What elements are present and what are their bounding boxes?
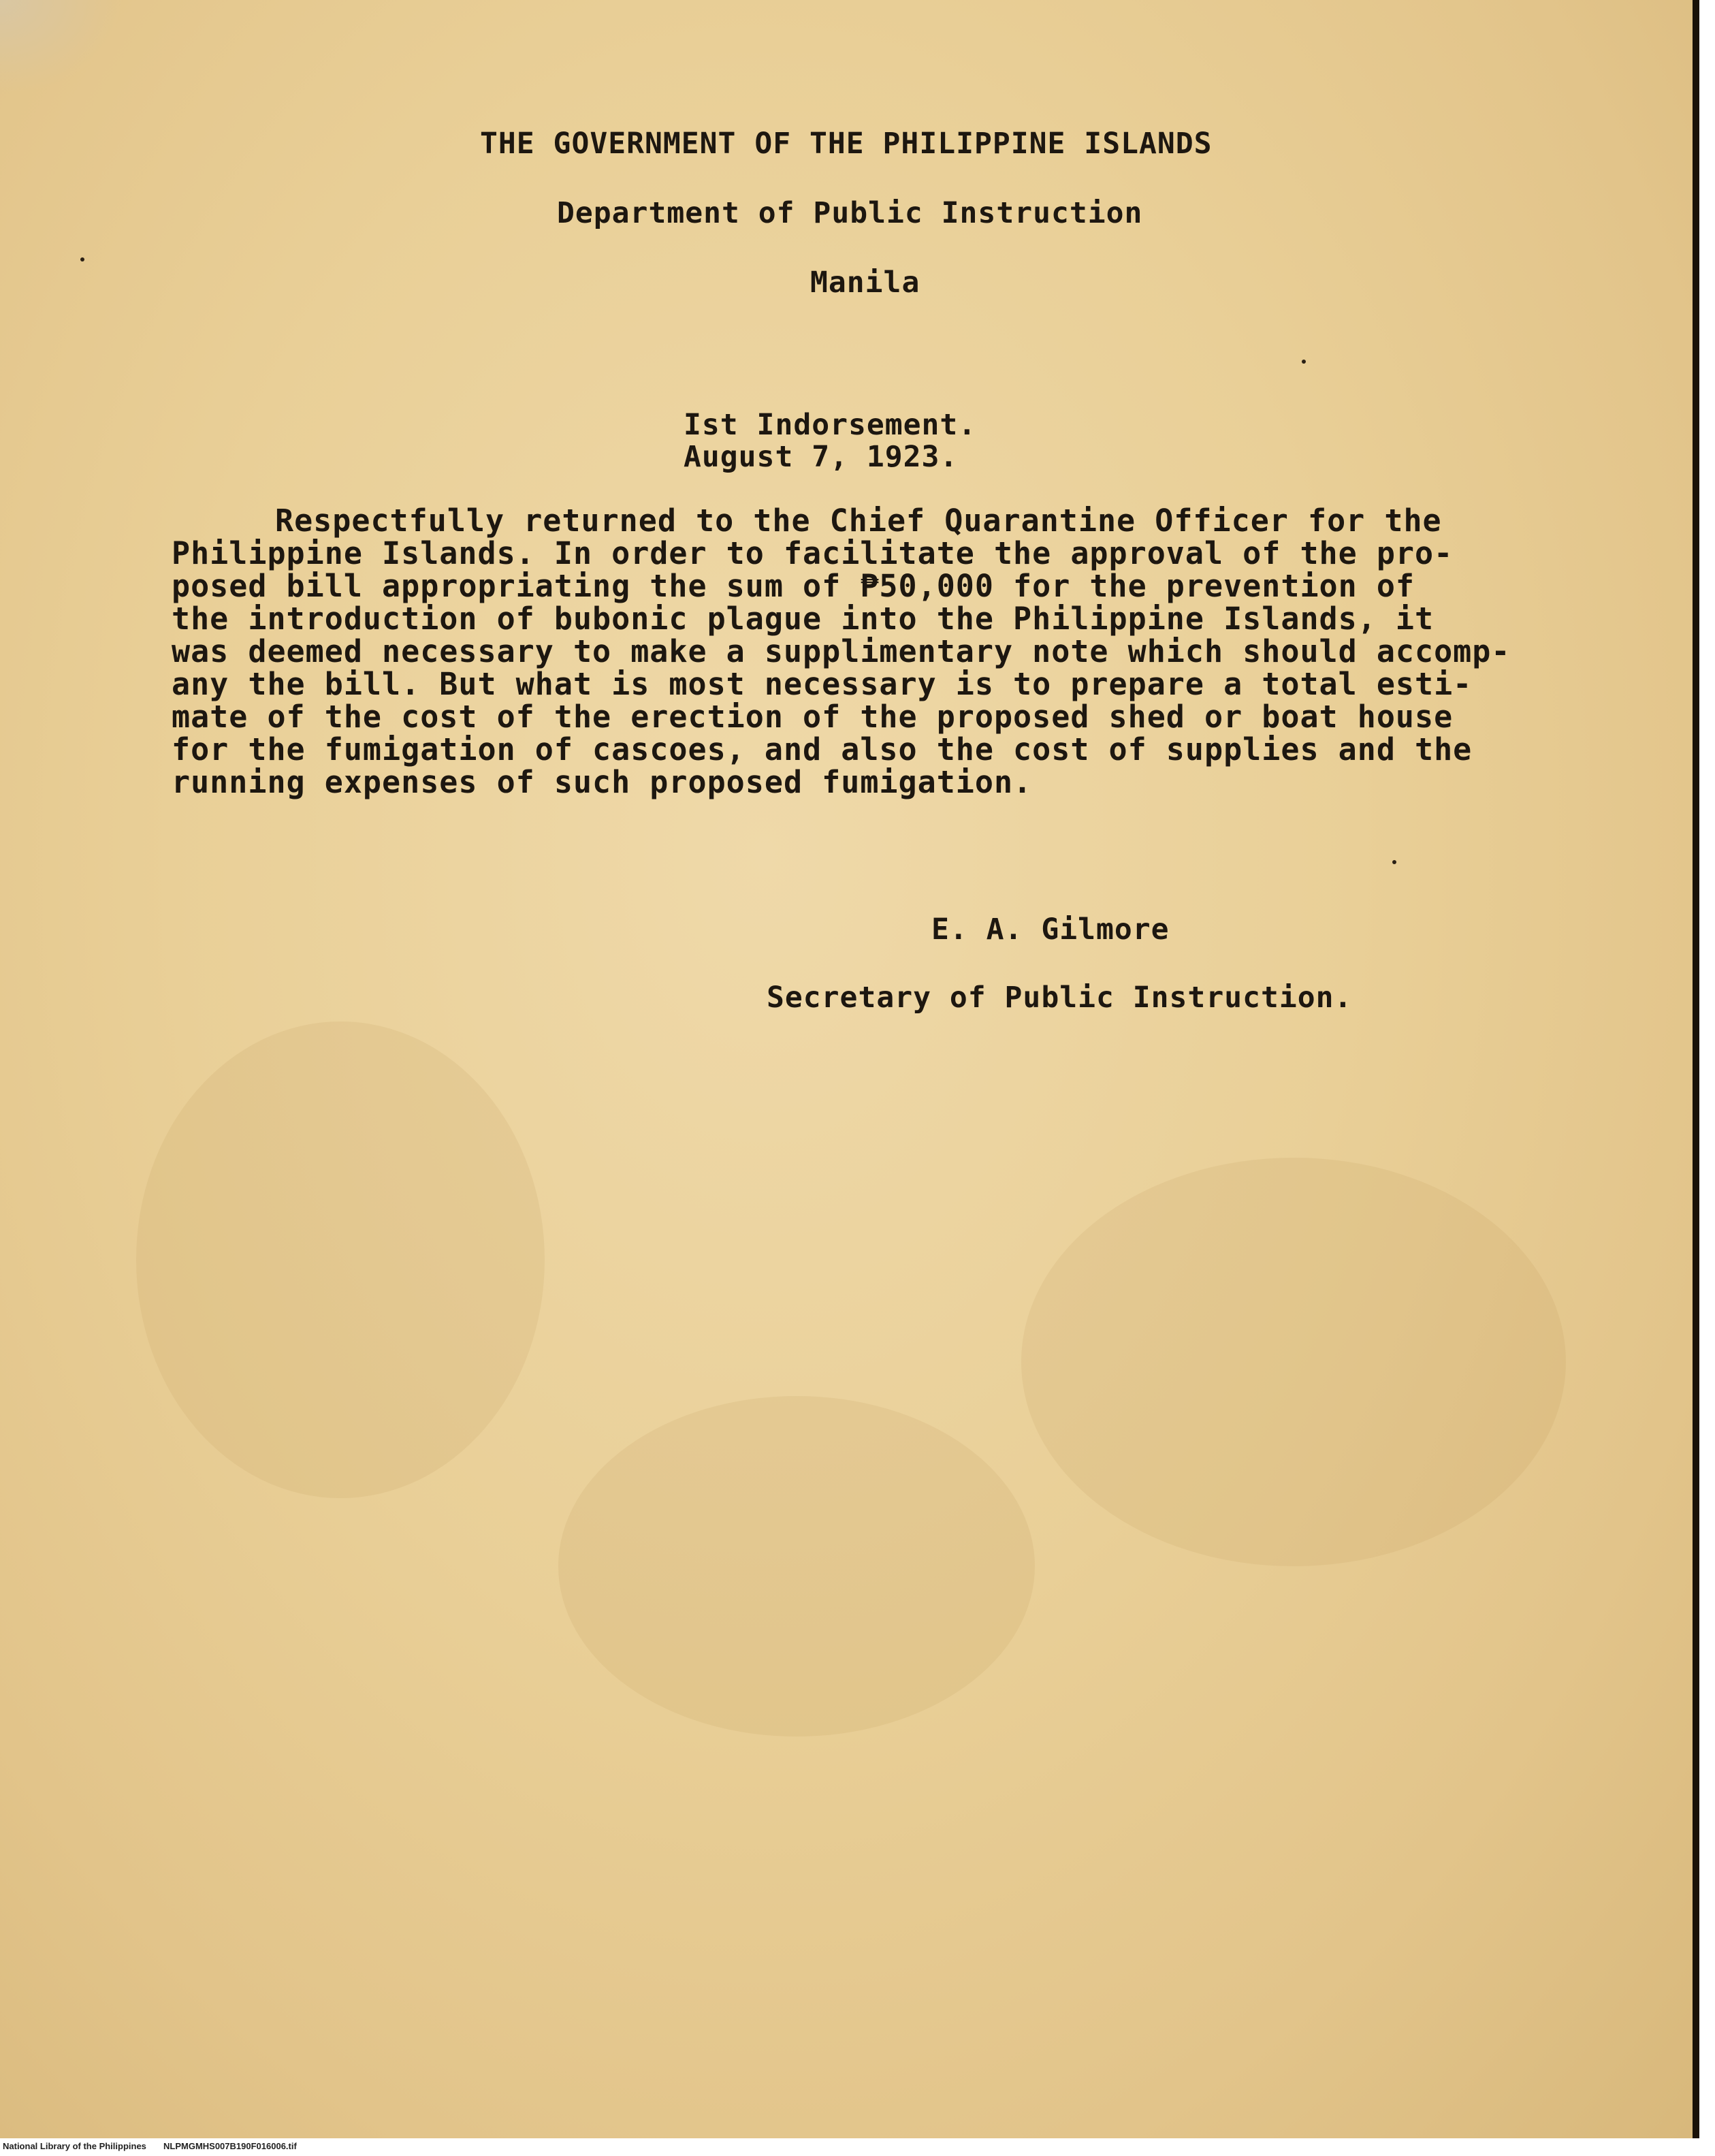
ink-speck (80, 257, 84, 261)
body-line: mate of the cost of the erection of the proposed shed or boat house (172, 699, 1454, 735)
body-line: the introduction of bubonic plague into the Philippine Islands, it (172, 601, 1434, 637)
body-line: running expenses of such proposed fumigation. (172, 764, 1033, 800)
footer-institution: National Library of the Philippines (3, 2141, 146, 2151)
indorsement-title: Ist Indorsement. (684, 408, 977, 442)
indorsement-date: August 7, 1923. (684, 440, 959, 474)
body-line: was deemed necessary to make a supplimentary note which should accomp- (172, 633, 1511, 669)
ink-speck (1392, 860, 1396, 864)
paper-stain (136, 1021, 545, 1498)
body-line: posed bill appropriating the sum of ₱50,000 for the prevention of (172, 568, 1415, 604)
scan-footer (0, 2138, 1715, 2156)
paper-stain (1021, 1158, 1566, 1566)
footer-filename: NLPMGMHS007B190F016006.tif (163, 2141, 297, 2151)
letterhead-government: THE GOVERNMENT OF THE PHILIPPINE ISLANDS (480, 127, 1213, 161)
paper-stain (558, 1396, 1035, 1737)
letterhead-city: Manila (810, 266, 920, 300)
body-line: Philippine Islands. In order to facilitate the approval of the pro- (172, 535, 1454, 571)
paper-wear (0, 0, 123, 95)
body-line: any the bill. But what is most necessary is to prepare a total esti- (172, 666, 1473, 702)
body-line: Respectfully returned to the Chief Quarantine Officer for the (275, 503, 1442, 539)
body-line: for the fumigation of cascoes, and also the cost of supplies and the (172, 731, 1473, 767)
scan-edge (1693, 0, 1699, 2138)
ink-speck (1302, 360, 1306, 364)
letterhead-department: Department of Public Instruction (557, 196, 1143, 230)
signature-title: Secretary of Public Instruction. (767, 981, 1353, 1015)
signature-name: E. A. Gilmore (931, 913, 1170, 947)
